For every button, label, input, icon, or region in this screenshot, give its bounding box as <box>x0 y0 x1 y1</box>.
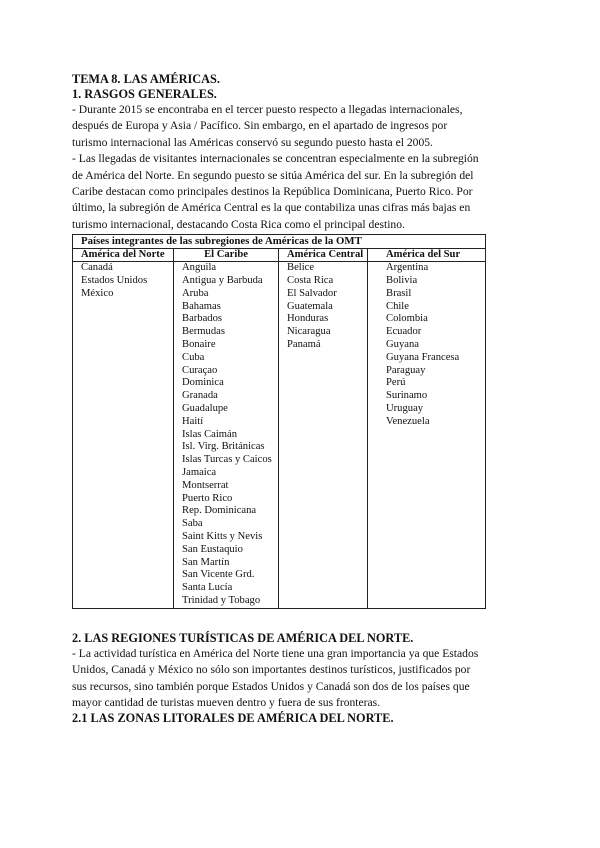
table-cell-country: Nicaragua <box>287 326 331 338</box>
col-header-north: América del Norte <box>73 249 174 262</box>
table-cell-country: Costa Rica <box>287 275 334 287</box>
table-cell-country: Bermudas <box>182 326 225 338</box>
table-cell-country: San Eustaquio <box>182 543 243 555</box>
table-cell-country: Honduras <box>287 313 329 325</box>
table-cell-country: Puerto Rico <box>182 492 233 504</box>
table-cell-country: El Salvador <box>287 287 337 299</box>
table-cell-country: Granada <box>182 390 218 402</box>
table-cell-country: San Martín <box>182 556 230 568</box>
table-cell-country: Guyana Francesa <box>386 351 460 363</box>
table-cell-country: Bolivia <box>386 275 418 287</box>
table-cell-country: Aruba <box>182 287 209 299</box>
document-page <box>72 72 485 726</box>
table-cell-country: Belice <box>287 262 315 274</box>
table-cell-country: Santa Lucía <box>182 582 233 594</box>
section-2-1-heading: 2.1 LAS ZONAS LITORALES DE AMÉRICA DEL NORTE. <box>72 711 394 726</box>
section-1-paragraph-2: - Las llegadas de visitantes internacionales se concentran especialmente en la subregión de América del Norte. En segundo puesto se sitúa América del sur. En la subregión del Caribe destacan como principales destinos la República Dominicana, Puerto Rico. Por último, la subregión de América Central es la que contabiliza unas cifras más bajas en turismo internacional, destacando Costa Rica como el principal destino. <box>72 152 479 231</box>
table-cell-country: Guadalupe <box>182 403 228 415</box>
table-cell-country: Perú <box>386 377 406 389</box>
table-caption: Países integrantes de las subregiones de Américas de la OMT <box>73 235 486 249</box>
table-cell-country: Trinidad y Tobago <box>182 594 261 606</box>
table-cell-country: Antigua y Barbuda <box>182 275 263 287</box>
table-cell-country: Montserrat <box>182 479 229 491</box>
table-cell-country: Haití <box>182 415 204 427</box>
table-cell-country: Uruguay <box>386 403 424 415</box>
table-cell-country: Saba <box>182 518 203 530</box>
table-cell-country: Bonaire <box>182 339 216 351</box>
table-cell-country: Argentina <box>386 262 429 274</box>
table-cell-country: Brasil <box>386 287 412 299</box>
table-cell-country: Ecuador <box>386 326 422 338</box>
table-cell-country: Estados Unidos <box>81 275 148 287</box>
table-cell-country: Canadá <box>81 262 113 274</box>
section-2-paragraph-1: - La actividad turística en América del Norte tiene una gran importancia ya que Estados Unidos, Canadá y México no sólo son importantes destinos turísticos, justificados por sus recursos, sino también porque Estados Unidos y Canadá son dos de los países que mayor cantidad de turistas mueven dentro y fuera de sus fronteras. <box>72 646 479 709</box>
table-cell-country: Guyana <box>386 339 419 351</box>
table-cell-country: Chile <box>386 300 409 312</box>
table-cell-country: Colombia <box>386 313 428 325</box>
omt-subregions-table <box>72 234 486 609</box>
col-caribbean <box>174 262 279 609</box>
table-cell-country: Saint Kitts y Nevis <box>182 530 263 542</box>
table-cell-country: Islas Turcas y Caicos <box>182 454 272 466</box>
col-central <box>279 262 368 609</box>
table-cell-country: Rep. Dominicana <box>182 505 257 517</box>
table-cell-country: Paraguay <box>386 364 426 376</box>
section-1-paragraph-1: - Durante 2015 se encontraba en el tercer puesto respecto a llegadas internacionales, después de Europa y Asia / Pacífico. Sin embargo, en el apartado de ingresos por turismo internacional las Américas conservó su segundo puesto hasta el 2005. <box>72 103 463 149</box>
table-cell-country: Barbados <box>182 313 223 325</box>
table-cell-country: Jamaica <box>182 467 217 478</box>
col-north <box>73 262 174 609</box>
col-header-south: América del Sur <box>368 249 486 262</box>
table-cell-country: Anguila <box>182 262 217 274</box>
table-cell-country: Cuba <box>182 351 205 363</box>
table-cell-country: Dominica <box>182 377 224 389</box>
col-header-caribbean: El Caribe <box>174 249 279 262</box>
table-cell-country: México <box>81 287 114 299</box>
section-2-heading: 2. LAS REGIONES TURÍSTICAS DE AMÉRICA DEL NORTE. <box>72 630 414 645</box>
col-south <box>368 262 486 609</box>
doc-title: TEMA 8. LAS AMÉRICAS. <box>72 72 220 86</box>
table-cell-country: Venezuela <box>386 415 430 427</box>
section-1-heading: 1. RASGOS GENERALES. <box>72 87 217 101</box>
table-cell-country: San Vicente Grd. <box>182 569 255 581</box>
table-cell-country: Islas Caimán <box>182 428 238 440</box>
col-header-central: América Central <box>279 249 368 262</box>
table-cell-country: Isl. Virg. Británicas <box>182 441 265 453</box>
table-cell-country: Curaçao <box>182 364 218 376</box>
table-cell-country: Panamá <box>287 339 321 351</box>
table-cell-country: Surinamo <box>386 390 428 402</box>
table-cell-country: Guatemala <box>287 300 333 312</box>
table-cell-country: Bahamas <box>182 300 221 312</box>
